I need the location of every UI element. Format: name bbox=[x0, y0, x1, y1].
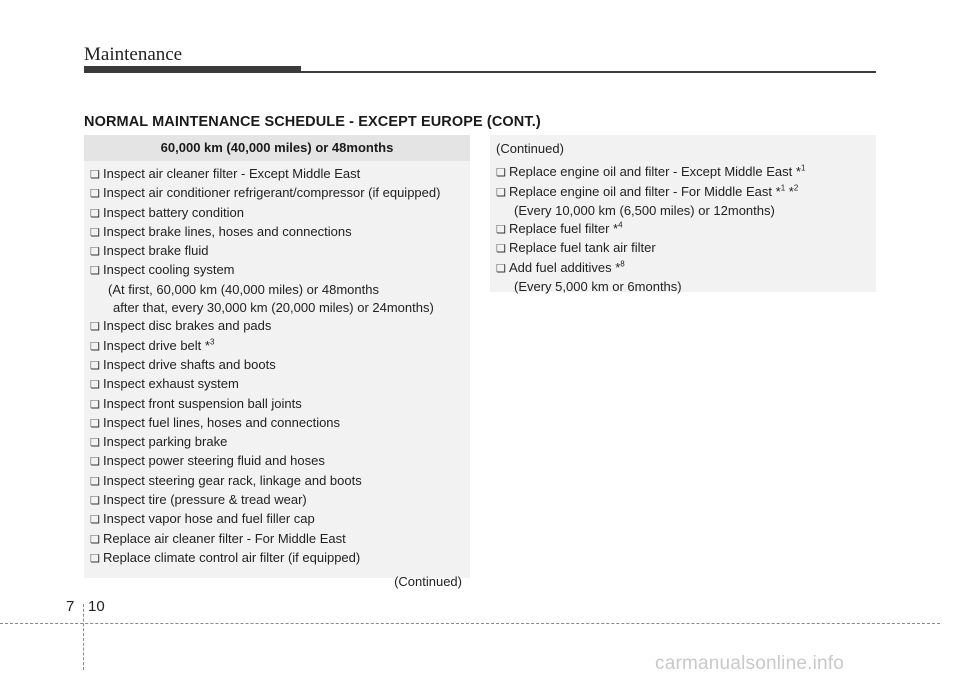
list-item: ❏ Replace fuel filter *$^4$ bbox=[496, 220, 870, 239]
list-item: ❏ Inspect tire (pressure & tread wear) bbox=[90, 491, 464, 510]
footer-dashed-divider bbox=[83, 604, 84, 670]
cooling-note-line-1: (At first, 60,000 km (40,000 miles) or 48months bbox=[108, 281, 379, 297]
checkbox-icon: ❏ bbox=[496, 262, 506, 275]
list-item: ❏ Inspect exhaust system bbox=[90, 375, 464, 394]
list-item: ❏ Inspect drive shafts and boots bbox=[90, 356, 464, 375]
watermark-text: carmanualsonline.info bbox=[655, 653, 845, 674]
header-rule-thick bbox=[84, 66, 301, 73]
continued-label: (Continued) bbox=[496, 141, 564, 156]
footnote-ref: 4 bbox=[618, 220, 623, 230]
checkbox-icon: ❏ bbox=[90, 188, 100, 201]
interval-heading: 60,000 km (40,000 miles) or 48months bbox=[84, 135, 470, 161]
list-item: ❏ Inspect air conditioner refrigerant/compressor (if equipped) bbox=[90, 184, 464, 203]
list-item: ❏ Inspect power steering fluid and hoses bbox=[90, 452, 464, 471]
list-item: ❏ Inspect brake lines, hoses and connections bbox=[90, 223, 464, 242]
footnote-ref: 1 bbox=[780, 183, 786, 193]
continued-label: (Continued) bbox=[394, 574, 462, 590]
checkbox-icon: ❏ bbox=[90, 514, 100, 527]
checkbox-icon: ❏ bbox=[496, 186, 506, 199]
checkbox-icon: ❏ bbox=[90, 246, 100, 259]
checkbox-icon: ❏ bbox=[90, 456, 100, 469]
chapter-number: 7 bbox=[66, 598, 75, 615]
footnote-ref: 8 bbox=[620, 259, 625, 269]
checkbox-icon: ❏ bbox=[496, 243, 506, 256]
list-item: ❏ Replace fuel tank air filter bbox=[496, 239, 870, 258]
checkbox-icon: ❏ bbox=[90, 495, 100, 508]
checkbox-icon: ❏ bbox=[90, 379, 100, 392]
checkbox-icon: ❏ bbox=[90, 340, 100, 353]
list-item: ❏ Inspect cooling system bbox=[90, 261, 464, 280]
left-item-list bbox=[84, 161, 470, 592]
list-item: ❏ Replace engine oil and filter - Except Middle East *$^1$ bbox=[496, 163, 870, 182]
footnote-ref: 3 bbox=[209, 337, 215, 347]
checkbox-icon: ❏ bbox=[90, 207, 100, 220]
schedule-panel-right bbox=[490, 135, 876, 295]
list-item: ❏ Inspect vapor hose and fuel filler cap bbox=[90, 510, 464, 529]
cooling-note-line-2: after that, every 30,000 km (20,000 miles) or 24months) bbox=[113, 300, 434, 316]
list-item: ❏ Inspect steering gear rack, linkage and boots bbox=[90, 472, 464, 491]
header-rule-thin bbox=[301, 71, 876, 73]
right-item-list bbox=[490, 135, 876, 296]
list-item: ❏ Replace climate control air filter (if equipped) bbox=[90, 549, 464, 568]
list-item: ❏ Inspect battery condition bbox=[90, 204, 464, 223]
footer-dashed-rule bbox=[0, 623, 940, 624]
checkbox-icon: ❏ bbox=[90, 552, 100, 565]
checkbox-icon: ❏ bbox=[90, 226, 100, 239]
list-item: ❏ Inspect brake fluid bbox=[90, 242, 464, 261]
checkbox-icon: ❏ bbox=[90, 417, 100, 430]
checkbox-icon: ❏ bbox=[90, 398, 100, 411]
oil-interval-note: (Every 10,000 km (6,500 miles) or 12months) bbox=[514, 202, 775, 218]
checkbox-icon: ❏ bbox=[496, 167, 506, 180]
list-item: ❏ Replace engine oil and filter - For Middle East *$^1$ *$^2$ bbox=[496, 183, 870, 202]
list-item: ❏ Inspect drive belt *$^3$ bbox=[90, 337, 464, 356]
list-item: ❏ Inspect parking brake bbox=[90, 433, 464, 452]
page-number: 10 bbox=[88, 598, 105, 615]
additive-interval-note: (Every 5,000 km or 6months) bbox=[514, 279, 682, 295]
checkbox-icon: ❏ bbox=[90, 359, 100, 372]
schedule-panel-left bbox=[84, 135, 470, 590]
checkbox-icon: ❏ bbox=[90, 265, 100, 278]
checkbox-icon: ❏ bbox=[496, 224, 506, 237]
header-title: Maintenance bbox=[84, 44, 183, 65]
checkbox-icon: ❏ bbox=[90, 533, 100, 546]
footnote-ref: 2 bbox=[793, 183, 799, 193]
list-item: ❏ Inspect front suspension ball joints bbox=[90, 395, 464, 414]
section-title: NORMAL MAINTENANCE SCHEDULE - EXCEPT EUROPE (CONT.) bbox=[84, 114, 541, 130]
list-item: ❏ Add fuel additives *$^8$ bbox=[496, 259, 870, 278]
list-item: ❏ Inspect fuel lines, hoses and connections bbox=[90, 414, 464, 433]
list-item: ❏ Inspect disc brakes and pads bbox=[90, 317, 464, 336]
checkbox-icon: ❏ bbox=[90, 321, 100, 334]
checkbox-icon: ❏ bbox=[90, 437, 100, 450]
list-item: ❏ Inspect air cleaner filter - Except Middle East bbox=[90, 165, 464, 184]
checkbox-icon: ❏ bbox=[90, 475, 100, 488]
footnote-ref: 1 bbox=[800, 163, 806, 173]
checkbox-icon: ❏ bbox=[90, 169, 100, 181]
list-item: ❏ Replace air cleaner filter - For Middle East bbox=[90, 530, 464, 549]
